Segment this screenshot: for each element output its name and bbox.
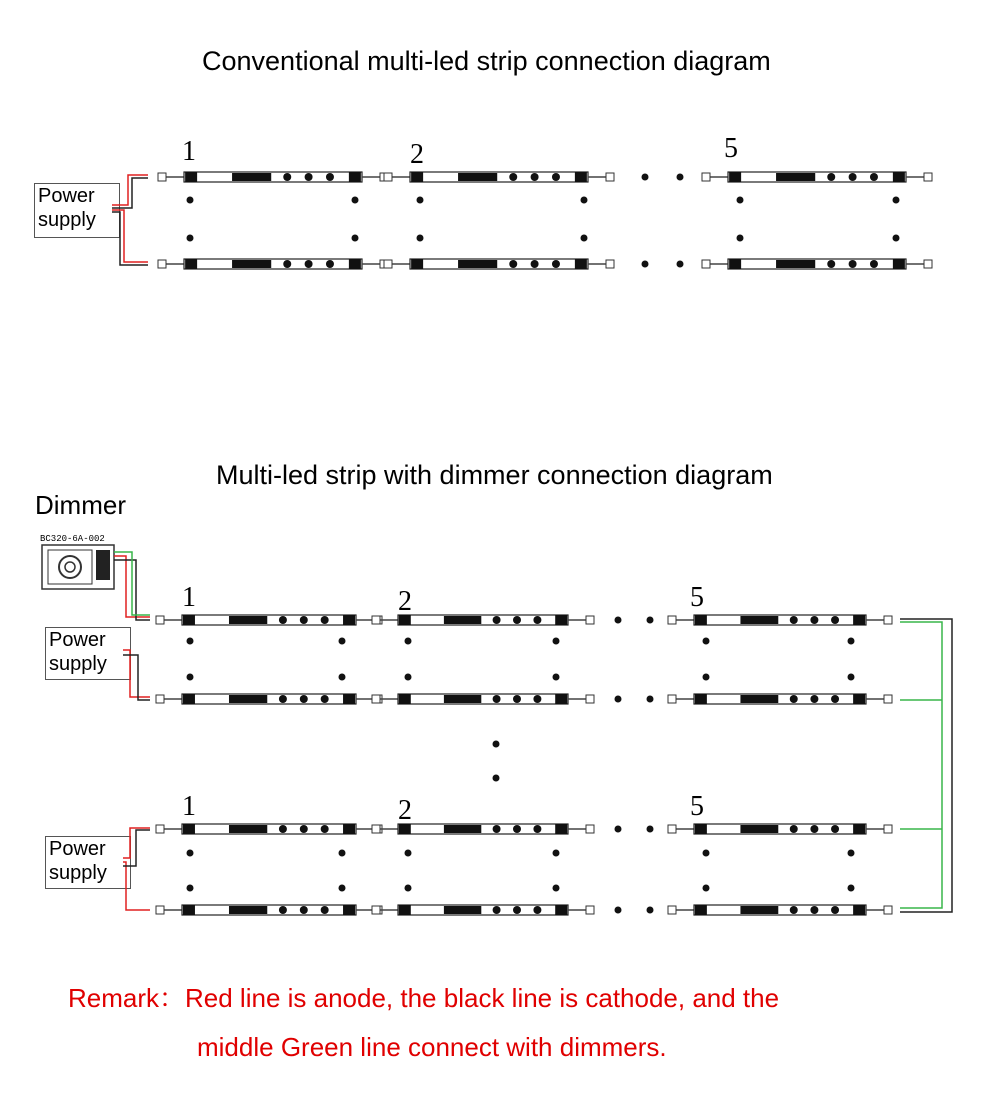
continuation-dot	[493, 775, 500, 782]
strip-plug	[586, 906, 594, 914]
continuation-dot	[553, 885, 560, 892]
led-dot	[513, 695, 521, 703]
strip-number: 2	[410, 139, 424, 170]
led-chip	[740, 906, 778, 914]
led-chip	[458, 260, 497, 268]
strip-body	[182, 615, 356, 625]
strip-plug	[702, 173, 710, 181]
led-dot	[513, 825, 521, 833]
led-dot	[831, 695, 839, 703]
continuation-dot	[405, 674, 412, 681]
led-chip	[343, 824, 355, 834]
led-dot	[790, 616, 798, 624]
strip-plug	[156, 906, 164, 914]
continuation-dot	[553, 674, 560, 681]
diagram1-wires	[112, 175, 148, 265]
led-dot	[279, 616, 287, 624]
led-strip	[156, 615, 382, 625]
led-chip	[729, 259, 741, 269]
led-dot	[493, 695, 501, 703]
led-dot	[493, 825, 501, 833]
strip-plug	[384, 260, 392, 268]
continuation-dot	[737, 235, 744, 242]
led-dot	[810, 616, 818, 624]
strip-plug	[156, 825, 164, 833]
led-dot	[533, 906, 541, 914]
led-chip	[776, 173, 815, 181]
led-strip	[702, 259, 932, 269]
strip-body	[728, 259, 906, 269]
continuation-dot	[848, 674, 855, 681]
diagram1-title: Conventional multi-led strip connection diagram	[202, 46, 771, 76]
continuation-dot	[848, 850, 855, 857]
led-chip	[695, 694, 707, 704]
continuation-dot	[405, 885, 412, 892]
strip-plug	[668, 825, 676, 833]
continuation-dot	[187, 197, 194, 204]
led-chip	[740, 825, 778, 833]
dimmer-label: Dimmer	[35, 490, 126, 520]
led-chip	[232, 173, 271, 181]
led-dot	[533, 825, 541, 833]
strip-body	[398, 694, 568, 704]
continuation-dot	[339, 885, 346, 892]
continuation-dot	[615, 826, 622, 833]
led-dot	[321, 906, 329, 914]
continuation-dot	[703, 885, 710, 892]
strip-number: 5	[724, 133, 738, 164]
led-dot	[831, 616, 839, 624]
strip-body	[184, 172, 362, 182]
power-supply-label-line1: Power	[38, 185, 95, 207]
power-supply-label-line2: supply	[38, 209, 96, 231]
continuation-dot	[581, 197, 588, 204]
led-strip	[158, 172, 388, 182]
led-chip	[183, 905, 195, 915]
strip-body	[398, 824, 568, 834]
led-strip	[372, 905, 594, 915]
strip-plug	[668, 906, 676, 914]
led-chip	[229, 825, 267, 833]
continuation-dot	[187, 235, 194, 242]
strip-plug	[372, 906, 380, 914]
strip-body	[184, 259, 362, 269]
continuation-dot	[553, 850, 560, 857]
continuation-dot	[417, 235, 424, 242]
led-strip	[668, 824, 892, 834]
continuation-dot	[187, 638, 194, 645]
remark-line1: Remark：Red line is anode, the black line is cathode, and the	[68, 983, 780, 1013]
power-supply-label-line2: supply	[49, 862, 107, 884]
led-chip	[695, 824, 707, 834]
led-dot	[300, 906, 308, 914]
strip-plug	[668, 616, 676, 624]
led-chip	[349, 172, 361, 182]
continuation-dot	[339, 638, 346, 645]
continuation-dot	[405, 850, 412, 857]
strip-body	[694, 615, 866, 625]
continuation-dot	[703, 638, 710, 645]
led-chip	[399, 905, 411, 915]
led-strip	[384, 259, 614, 269]
led-chip	[411, 172, 423, 182]
led-chip	[853, 824, 865, 834]
led-chip	[183, 615, 195, 625]
led-chip	[343, 615, 355, 625]
led-dot	[300, 695, 308, 703]
strip-numbers	[182, 133, 738, 826]
continuation-dot	[493, 741, 500, 748]
strip-number: 1	[182, 791, 196, 822]
diagram2-title: Multi-led strip with dimmer connection diagram	[216, 460, 773, 490]
continuation-dot	[553, 638, 560, 645]
strip-body	[182, 905, 356, 915]
strip-plug	[606, 173, 614, 181]
continuation-dot	[339, 850, 346, 857]
led-dot	[849, 173, 857, 181]
strip-plug	[924, 173, 932, 181]
led-dot	[321, 825, 329, 833]
strip-plug	[156, 616, 164, 624]
led-dot	[810, 825, 818, 833]
led-dot	[870, 260, 878, 268]
strip-plug	[372, 825, 380, 833]
led-chip	[555, 615, 567, 625]
continuation-dot	[703, 674, 710, 681]
led-dot	[305, 173, 313, 181]
continuation-dot	[677, 174, 684, 181]
strip-plug	[702, 260, 710, 268]
led-chip	[185, 172, 197, 182]
led-chip	[555, 694, 567, 704]
power-supply-label-line1: Power	[49, 838, 106, 860]
strip-number: 1	[182, 136, 196, 167]
strip-number: 2	[398, 795, 412, 826]
led-dot	[790, 825, 798, 833]
led-dot	[831, 906, 839, 914]
led-chip	[740, 695, 778, 703]
continuation-dot	[187, 885, 194, 892]
strip-plug	[884, 695, 892, 703]
led-chip	[729, 172, 741, 182]
led-dot	[283, 173, 291, 181]
diagram2-wires	[114, 552, 952, 912]
led-strip	[668, 905, 892, 915]
strip-plug	[158, 173, 166, 181]
led-chip	[349, 259, 361, 269]
strip-body	[410, 259, 588, 269]
led-dot	[870, 173, 878, 181]
strip-plug	[586, 695, 594, 703]
led-dot	[531, 260, 539, 268]
strip-plug	[884, 825, 892, 833]
led-chip	[695, 905, 707, 915]
led-dot	[326, 260, 334, 268]
led-dot	[493, 616, 501, 624]
led-dot	[810, 695, 818, 703]
led-chip	[232, 260, 271, 268]
power-supply-label-line1: Power	[49, 629, 106, 651]
strip-body	[410, 172, 588, 182]
strip-body	[398, 615, 568, 625]
led-strip	[384, 172, 614, 182]
remark-line2: middle Green line connect with dimmers.	[197, 1032, 667, 1062]
strip-body	[694, 905, 866, 915]
led-dot	[305, 260, 313, 268]
led-chip	[458, 173, 497, 181]
led-chip	[399, 694, 411, 704]
continuation-dot	[352, 197, 359, 204]
strip-plug	[884, 906, 892, 914]
led-dot	[279, 906, 287, 914]
continuation-dot	[615, 617, 622, 624]
led-dot	[533, 616, 541, 624]
continuation-dot	[642, 174, 649, 181]
strip-body	[728, 172, 906, 182]
continuation-dot	[893, 197, 900, 204]
continuation-dot	[677, 261, 684, 268]
led-dot	[321, 695, 329, 703]
led-dot	[279, 695, 287, 703]
led-chip	[444, 616, 481, 624]
continuation-dot	[581, 235, 588, 242]
led-dot	[283, 260, 291, 268]
led-chip	[229, 616, 267, 624]
led-chip	[893, 259, 905, 269]
led-chip	[853, 615, 865, 625]
led-strip	[668, 615, 892, 625]
strip-plug	[372, 695, 380, 703]
strip-number: 5	[690, 582, 704, 613]
strip-body	[694, 824, 866, 834]
continuation-dot	[647, 826, 654, 833]
continuation-dot	[737, 197, 744, 204]
led-chip	[853, 905, 865, 915]
strip-plug	[924, 260, 932, 268]
led-dot	[509, 260, 517, 268]
led-dot	[552, 173, 560, 181]
continuation-dot	[187, 674, 194, 681]
continuation-dot	[848, 638, 855, 645]
led-chip	[343, 694, 355, 704]
led-dot	[533, 695, 541, 703]
led-chip	[444, 825, 481, 833]
led-chip	[776, 260, 815, 268]
led-chip	[183, 824, 195, 834]
strip-plug	[606, 260, 614, 268]
led-dot	[321, 616, 329, 624]
led-dot	[300, 616, 308, 624]
led-chip	[229, 695, 267, 703]
led-chip	[575, 259, 587, 269]
led-strip	[702, 172, 932, 182]
led-dot	[831, 825, 839, 833]
strip-plug	[586, 616, 594, 624]
led-dot	[790, 906, 798, 914]
strip-number: 2	[398, 586, 412, 617]
led-chip	[575, 172, 587, 182]
continuation-dot	[647, 617, 654, 624]
continuation-dot	[647, 907, 654, 914]
led-chip	[411, 259, 423, 269]
continuation-dot	[339, 674, 346, 681]
strip-body	[694, 694, 866, 704]
strip-plug	[158, 260, 166, 268]
continuation-dot	[352, 235, 359, 242]
led-dot	[827, 173, 835, 181]
strip-number: 1	[182, 582, 196, 613]
led-dot	[810, 906, 818, 914]
led-dot	[790, 695, 798, 703]
continuation-dots	[187, 174, 900, 914]
continuation-dot	[405, 638, 412, 645]
led-dot	[849, 260, 857, 268]
led-strip	[158, 259, 388, 269]
strip-plug	[586, 825, 594, 833]
led-dot	[552, 260, 560, 268]
power-supply-label-line2: supply	[49, 653, 107, 675]
continuation-dot	[647, 696, 654, 703]
led-dot	[493, 906, 501, 914]
continuation-dot	[417, 197, 424, 204]
strip-body	[398, 905, 568, 915]
led-strip	[372, 694, 594, 704]
dimmer-model-label: BC320-6A-002	[40, 534, 105, 544]
led-chip	[444, 906, 481, 914]
led-dot	[300, 825, 308, 833]
strip-plug	[384, 173, 392, 181]
continuation-dot	[893, 235, 900, 242]
led-dot	[279, 825, 287, 833]
dimmer-device	[40, 534, 114, 589]
led-chip	[444, 695, 481, 703]
led-dot	[513, 616, 521, 624]
led-chip	[185, 259, 197, 269]
strip-body	[182, 694, 356, 704]
strip-plug	[372, 616, 380, 624]
strip-plug	[884, 616, 892, 624]
strip-number: 5	[690, 791, 704, 822]
continuation-dot	[848, 885, 855, 892]
led-chip	[853, 694, 865, 704]
continuation-dot	[642, 261, 649, 268]
led-chip	[555, 824, 567, 834]
led-chip	[555, 905, 567, 915]
led-chip	[343, 905, 355, 915]
led-dot	[827, 260, 835, 268]
led-dot	[326, 173, 334, 181]
led-strip	[156, 905, 382, 915]
led-chip	[893, 172, 905, 182]
led-chip	[695, 615, 707, 625]
led-chip	[183, 694, 195, 704]
led-dot	[531, 173, 539, 181]
strip-body	[182, 824, 356, 834]
continuation-dot	[615, 696, 622, 703]
led-dot	[513, 906, 521, 914]
strip-plug	[668, 695, 676, 703]
led-strip	[156, 824, 382, 834]
led-chip	[229, 906, 267, 914]
led-strip	[668, 694, 892, 704]
continuation-dot	[615, 907, 622, 914]
continuation-dot	[703, 850, 710, 857]
led-dot	[509, 173, 517, 181]
strip-plug	[156, 695, 164, 703]
led-strip	[156, 694, 382, 704]
led-chip	[740, 616, 778, 624]
led-strips	[156, 172, 932, 915]
continuation-dot	[187, 850, 194, 857]
